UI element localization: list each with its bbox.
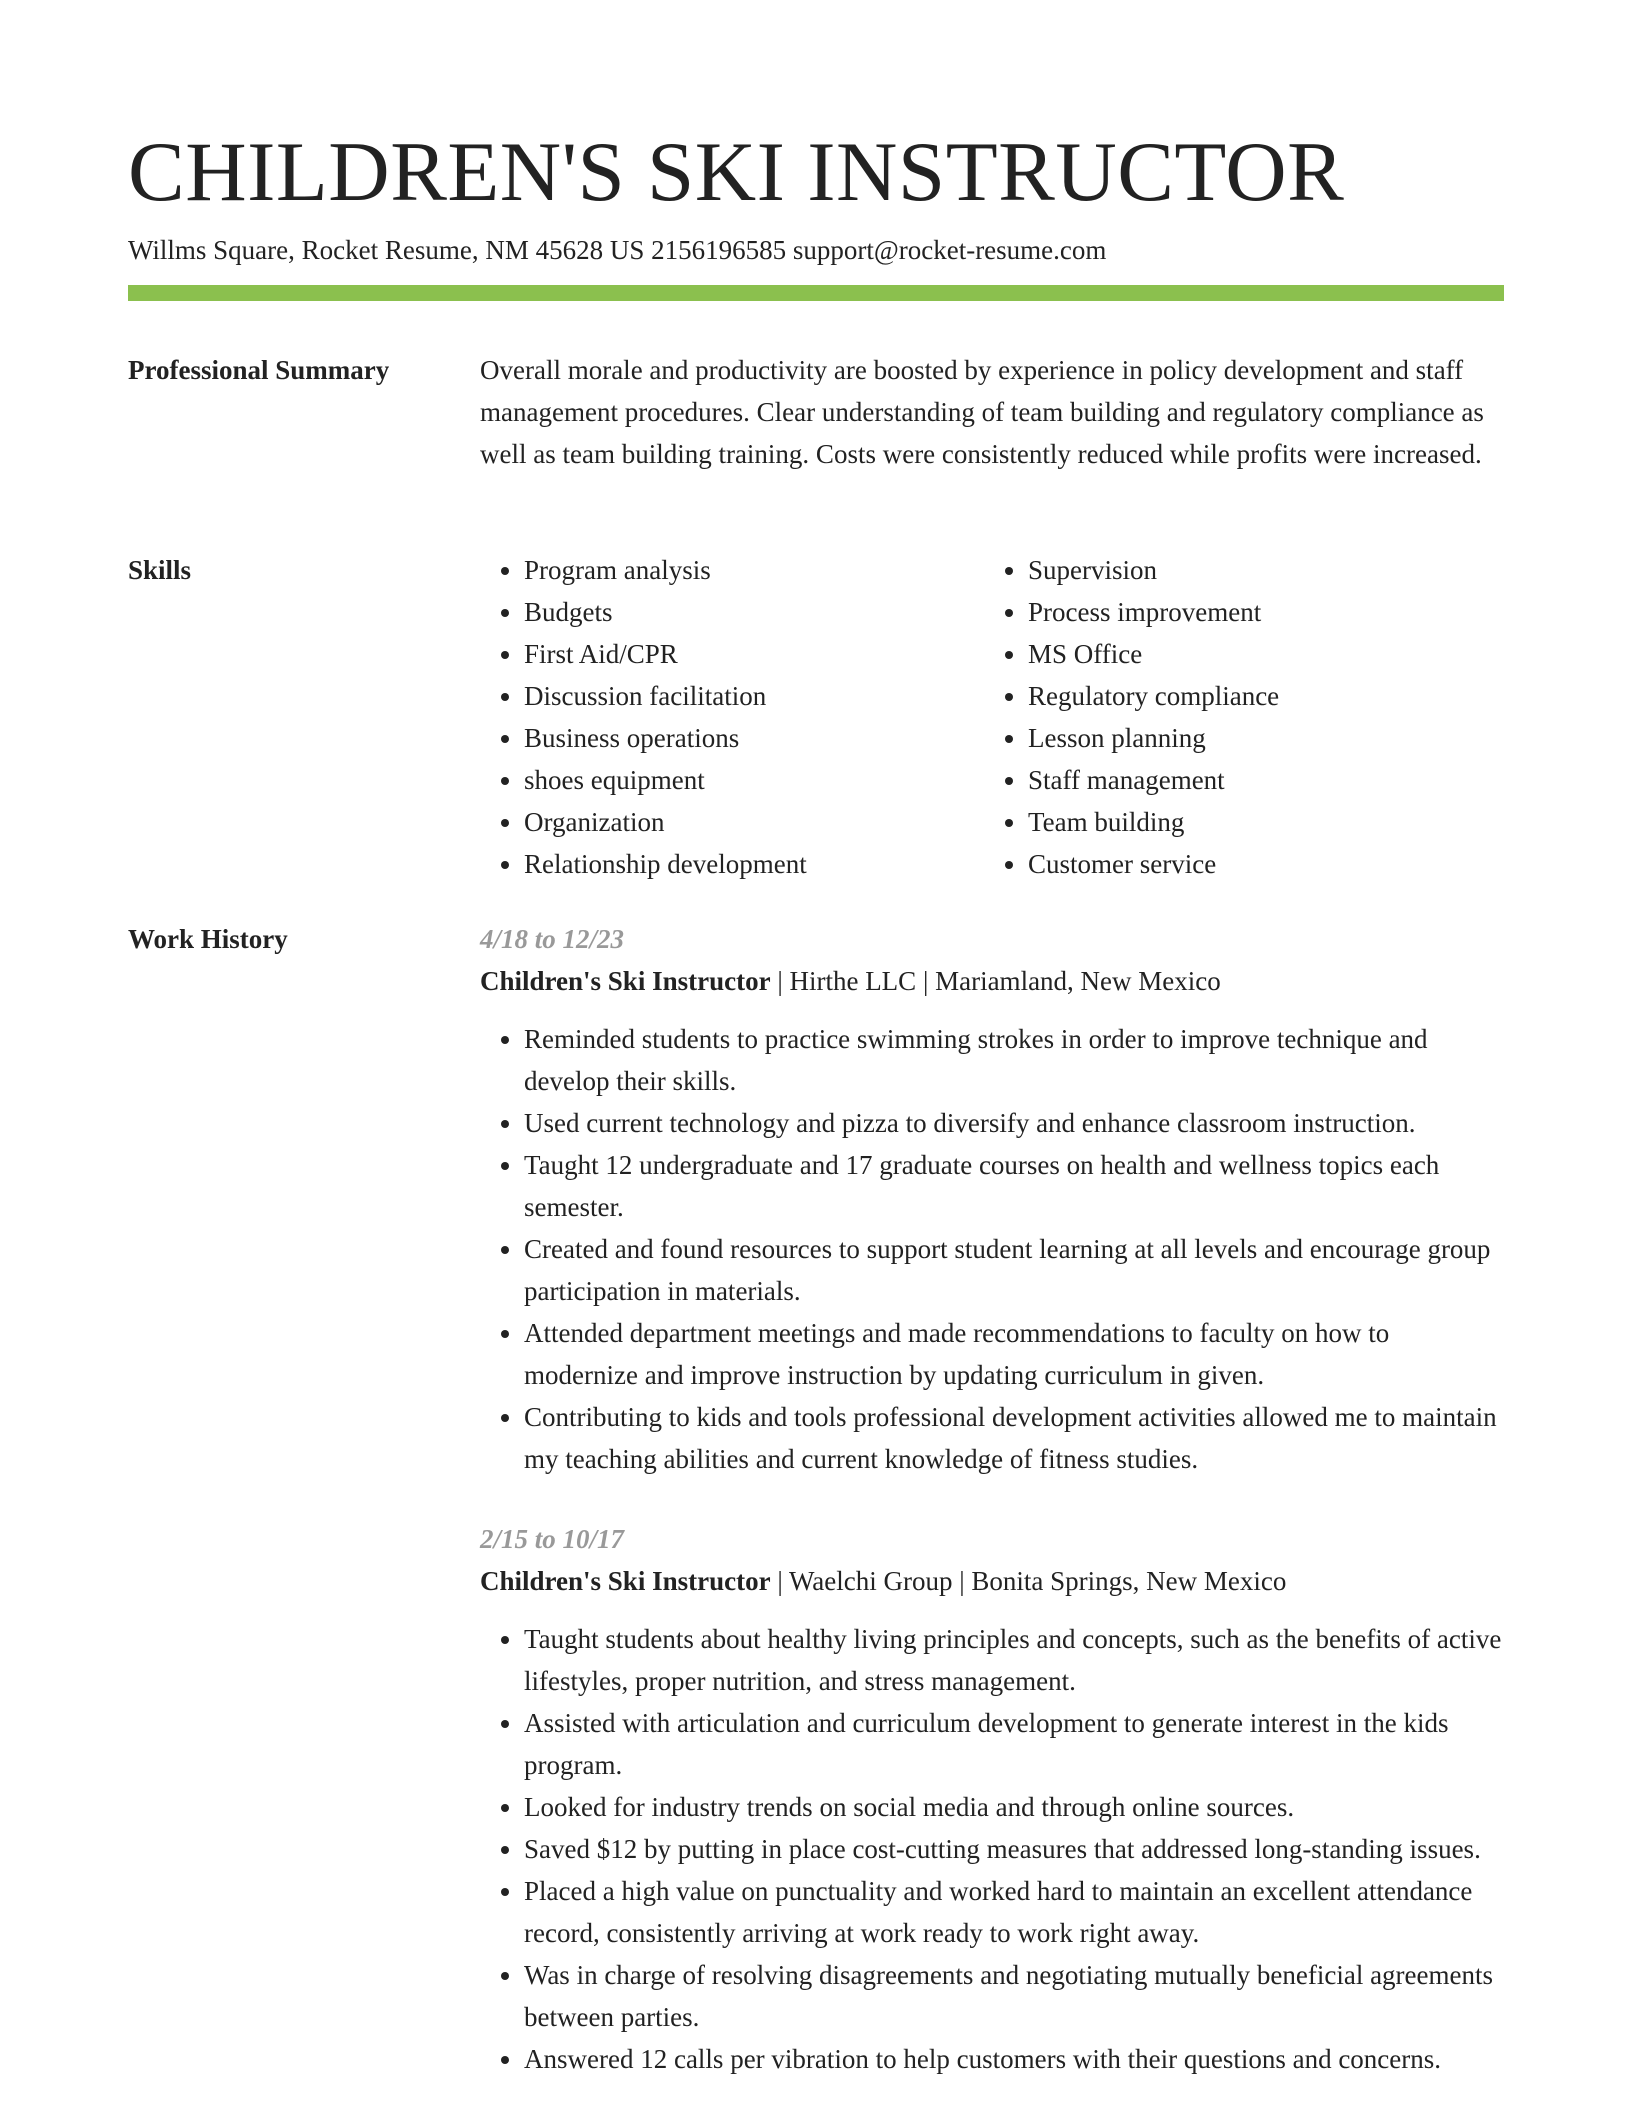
skill-item: • Program analysis [524, 549, 984, 591]
job-dates: 4/18 to 12/23 [480, 924, 625, 954]
skill-item: • Regulatory compliance [1028, 675, 1488, 717]
job-entry [480, 1518, 1506, 2080]
job-bullet: • Used current technology and pizza to diversify and enhance classroom instruction. [524, 1102, 1506, 1144]
work-history-section [480, 918, 1506, 2080]
job-heading [480, 1560, 1506, 1602]
skill-item: • shoes equipment [524, 759, 984, 801]
job-title: Children's Ski Instructor [480, 966, 771, 996]
header-divider [128, 285, 1504, 301]
job-bullet: • Attended department meetings and made recommendations to faculty on how to modernize and improve instruction by updating curriculum in given. [524, 1312, 1506, 1396]
job-bullet: • Placed a high value on punctuality and worked hard to maintain an excellent attendance record, consistently arriving at work ready to work right away. [524, 1870, 1506, 1954]
skills-list-left [480, 549, 984, 885]
skill-item: • Supervision [1028, 549, 1488, 591]
job-bullet: • Looked for industry trends on social media and through online sources. [524, 1786, 1506, 1828]
skill-item: • Process improvement [1028, 591, 1488, 633]
job-bullet: • Assisted with articulation and curriculum development to generate interest in the kids program. [524, 1702, 1506, 1786]
contact-line: Willms Square, Rocket Resume, NM 45628 US 2156196585 support@rocket-resume.com [128, 235, 1107, 265]
job-bullets [480, 1018, 1506, 1480]
job-employer-location: | Hirthe LLC | Mariamland, New Mexico [770, 966, 1221, 996]
skills-label: Skills [128, 555, 192, 585]
job-bullet: • Contributing to kids and tools professional development activities allowed me to maintain my teaching abilities and current knowledge of fitness studies. [524, 1396, 1506, 1480]
skills-list-right [984, 549, 1488, 885]
job-title: Children's Ski Instructor [480, 1566, 771, 1596]
job-bullet: • Created and found resources to support student learning at all levels and encourage group participation in materials. [524, 1228, 1506, 1312]
job-bullet: • Answered 12 calls per vibration to help customers with their questions and concerns. [524, 2038, 1506, 2080]
job-heading [480, 960, 1506, 1002]
job-bullets [480, 1618, 1506, 2080]
skill-item: • Customer service [1028, 843, 1488, 885]
skill-item: • Business operations [524, 717, 984, 759]
skills-section [480, 549, 1506, 885]
job-entry [480, 918, 1506, 1480]
job-bullet: • Reminded students to practice swimming strokes in order to improve technique and develop their skills. [524, 1018, 1506, 1102]
skill-item: • Discussion facilitation [524, 675, 984, 717]
job-bullet: • Taught students about healthy living principles and concepts, such as the benefits of active lifestyles, proper nutrition, and stress management. [524, 1618, 1506, 1702]
skill-item: • Organization [524, 801, 984, 843]
job-employer-location: | Waelchi Group | Bonita Springs, New Mexico [770, 1566, 1287, 1596]
skill-item: • MS Office [1028, 633, 1488, 675]
job-bullet: • Saved $12 by putting in place cost-cutting measures that addressed long-standing issues. [524, 1828, 1506, 1870]
skill-item: • Budgets [524, 591, 984, 633]
skill-item: • Lesson planning [1028, 717, 1488, 759]
skill-item: • Staff management [1028, 759, 1488, 801]
job-bullet: • Was in charge of resolving disagreements and negotiating mutually beneficial agreements between parties. [524, 1954, 1506, 2038]
work-history-label: Work History [128, 924, 288, 954]
job-bullet: • Taught 12 undergraduate and 17 graduate courses on health and wellness topics each semester. [524, 1144, 1506, 1228]
skill-item: • First Aid/CPR [524, 633, 984, 675]
skill-item: • Relationship development [524, 843, 984, 885]
job-dates: 2/15 to 10/17 [480, 1524, 625, 1554]
summary-section [480, 349, 1506, 475]
skill-item: • Team building [1028, 801, 1488, 843]
summary-label: Professional Summary [128, 355, 390, 385]
summary-text: Overall morale and productivity are boosted by experience in policy development and staff management procedures. Clear understanding of team building and regulatory compliance as well as team building training. Costs were consistently reduced while profits were increased. [480, 355, 1484, 469]
resume-name: CHILDREN'S SKI INSTRUCTOR [128, 125, 1345, 219]
